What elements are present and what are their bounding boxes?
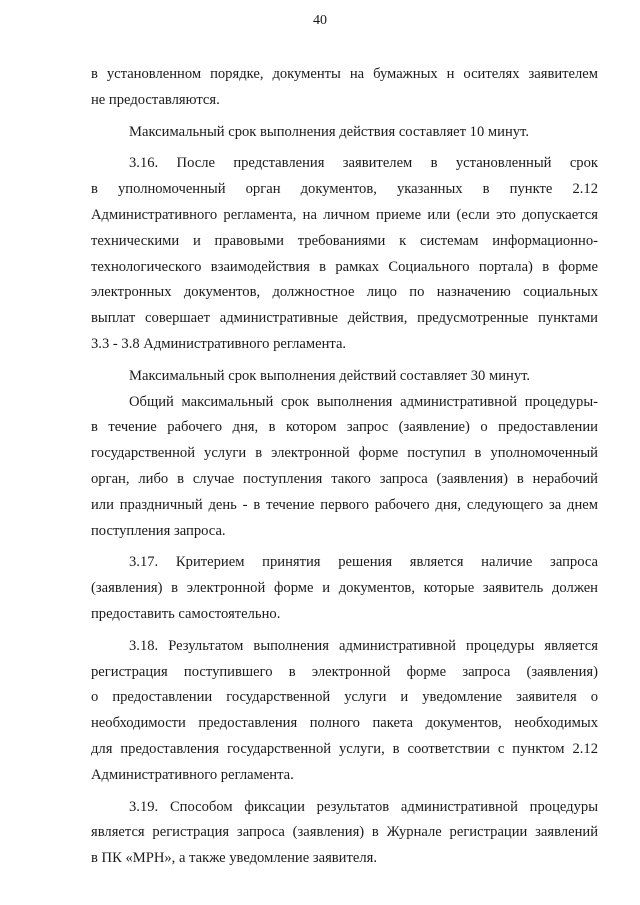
text-line: в установленном порядке, документы на бумажных н осителях заявителем [91, 66, 598, 82]
text-line: предоставить самостоятельно. [91, 605, 281, 622]
text-line: в уполномоченный орган документов, указанных в пункте 2.12 [91, 181, 598, 198]
text-line: Административного регламента. [91, 766, 294, 783]
text-line: 3.18. Результатом выполнения административной процедуры является [129, 637, 598, 654]
page-number: 40 [313, 13, 327, 28]
text-line: 3.16. После представления заявителем в установленный срок [129, 155, 598, 172]
text-line: необходимости предоставления полного пакета документов, необходимых [91, 715, 598, 732]
text-line: Административного регламента, на личном приеме или (если это допускается [91, 206, 598, 223]
text-line: орган, либо в случае поступления такого запроса (заявления) в нерабочий [91, 470, 598, 487]
paragraph [91, 795, 598, 872]
paragraph [91, 364, 598, 390]
paragraph [91, 390, 598, 545]
text-line: не предоставляются. [91, 91, 220, 108]
paragraph [91, 550, 598, 627]
text-line: (заявления) в электронной форме и документов, которые заявитель должен [91, 580, 598, 597]
text-line: поступления запроса. [91, 522, 226, 539]
text-line: Максимальный срок выполнения действий составляет 30 минут. [129, 367, 531, 384]
text-line: государственной услуги в электронной форме поступил в уполномоченный [91, 445, 598, 462]
text-line: или праздничный день - в течение первого рабочего дня, следующего за днем [91, 496, 598, 513]
text-line: технологического взаимодействия в рамках Социального портала) в форме [91, 258, 598, 275]
paragraph [91, 151, 598, 357]
text-line: электронных документов, должностное лицо по назначению социальных [91, 284, 598, 301]
text-line: о предоставлении государственной услуги и уведомление заявителя о [91, 689, 598, 706]
text-line: регистрация поступившего в электронной форме запроса (заявления) [91, 663, 598, 680]
text-line: техническими и правовыми требованиями к системам информационно- [91, 232, 598, 249]
text-line: выплат совершает административные действия, предусмотренные пунктами [91, 310, 598, 327]
text-line: 3.3 - 3.8 Административного регламента. [91, 335, 347, 352]
text-line: 3.19. Способом фиксации результатов административной процедуры [129, 798, 598, 815]
paragraph [91, 120, 598, 146]
text-line: для предоставления государственной услуги, в соответствии с пунктом 2.12 [91, 740, 598, 757]
text-line: в ПК «МРН», а также уведомление заявителя. [91, 850, 377, 867]
text-line: в течение рабочего дня, в котором запрос (заявление) о предоставлении [91, 419, 598, 436]
document-body [91, 62, 598, 872]
paragraph [91, 62, 598, 114]
text-line: является регистрация запроса (заявления) в Журнале регистрации заявлений [91, 824, 598, 841]
paragraph [91, 634, 598, 789]
text-line: Максимальный срок выполнения действия составляет 10 минут. [129, 123, 529, 140]
text-line: 3.17. Критерием принятия решения является наличие запроса [129, 554, 598, 571]
text-line: Общий максимальный срок выполнения административной процедуры- [129, 393, 598, 410]
